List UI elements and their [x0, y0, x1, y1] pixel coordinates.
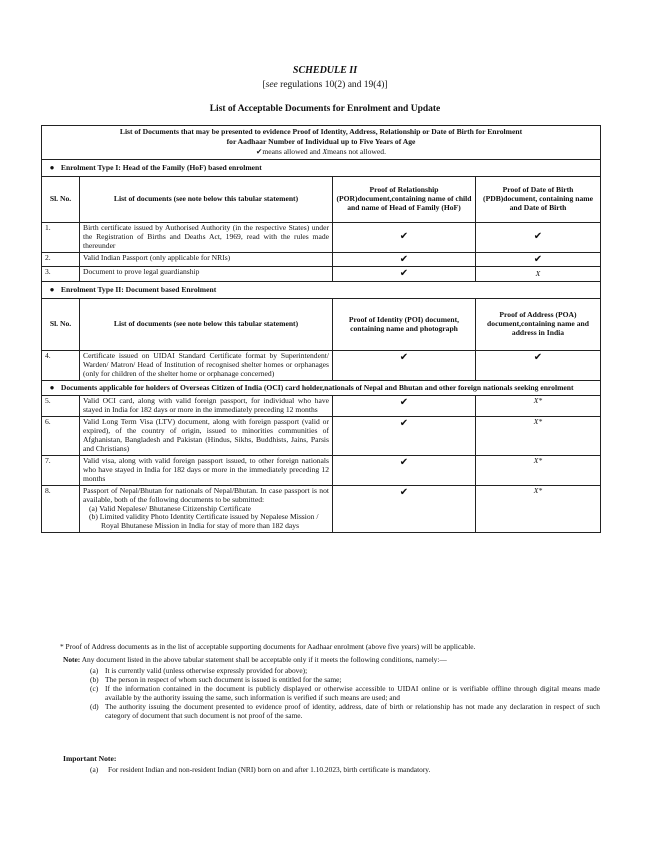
table-header-row: [42, 176, 601, 222]
col-pdb-header: Proof of Date of Birth (PDB)document, containing name and Date of Birth: [476, 176, 601, 222]
table-header-row: [42, 299, 601, 351]
section-2-title: Enrolment Type II: Document based Enrolment: [60, 285, 217, 295]
tick-icon: ✔: [476, 222, 601, 252]
row-document: [80, 485, 333, 533]
tick-icon: ✔: [333, 351, 476, 381]
row-document: Valid Long Term Visa (LTV) document, along with foreign passport (valid or expired), of the country of origin, issued to minorities communities of Afghanistan, Bangladesh and Pakistan (Hindus, Sikhs, Buddhists, Jains, Parsis and Christians): [80, 416, 333, 455]
table-row: [42, 267, 601, 282]
list-title: List of Acceptable Documents for Enrolment and Update: [209, 104, 441, 114]
table-row: [42, 455, 601, 485]
col-sl-header: Sl. No.: [42, 299, 80, 351]
important-note-item: (a) For resident Indian and non-resident Indian (NRI) born on and after 1.10.2023, birth certificate is mandatory.: [90, 765, 431, 774]
section-3-title: Documents applicable for holders of Overseas Citizen of India (OCI) card holder,nationals of Nepal and Bhutan and other foreign nationals seeking enrolment: [60, 383, 574, 393]
bullet-icon: ●: [49, 383, 55, 393]
col-sl-header: Sl. No.: [42, 176, 80, 222]
important-note-label: Important Note:: [63, 754, 117, 763]
tick-icon: ✔: [476, 252, 601, 267]
row-sl: 7.: [42, 455, 80, 485]
bullet-icon: ●: [49, 162, 55, 172]
row-subitem-b: (b) Limited validity Photo Identity Certificate issued by Nepalese Mission / Royal Bhutanese Mission in India for stay of more than 182 days: [89, 512, 319, 531]
tick-icon: ✔: [333, 222, 476, 252]
section-row: [42, 381, 601, 396]
table-row: [42, 222, 601, 252]
tick-icon: ✔: [476, 351, 601, 381]
row-subitem-a: (a) Valid Nepalese/ Bhutanese Citizenship Certificate: [89, 503, 252, 513]
row-sl: 5.: [42, 396, 80, 417]
regulations-ref: [see regulations 10(2) and 19(4)]: [262, 80, 388, 90]
col-docs-header: List of documents (see note below this tabular statement): [80, 299, 333, 351]
note-intro: Note: Any document listed in the above tabular statement shall be acceptable only if it meets the following conditions, namely:—: [63, 655, 447, 664]
row-document: Valid Indian Passport (only applicable for NRIs): [80, 252, 333, 267]
list-item: (c) If the information contained in the document is publicly displayed or otherwise accessible to UIDAI online or is verifiable offline through digital means made available by the authority issuing the same, such information is verified if such means are used; and: [90, 684, 600, 703]
note-list: [90, 666, 600, 720]
table-row: [42, 416, 601, 455]
cross-mark: X*: [476, 396, 601, 417]
table-row: [42, 351, 601, 381]
row-document: Valid OCI card, along with valid foreign passport, for individual who have stayed in India for 182 days or more in the immediately preceding 12 months: [80, 396, 333, 417]
cross-mark: X*: [476, 416, 601, 455]
col-poi-header: Proof of Identity (POI) document, containing name and photograph: [333, 299, 476, 351]
row-sl: 6.: [42, 416, 80, 455]
bullet-icon: ●: [49, 285, 55, 295]
section-1-title: Enrolment Type I: Head of the Family (HoF) based enrolment: [60, 162, 262, 172]
row-sl: 3.: [42, 267, 80, 282]
tick-icon: ✔: [333, 267, 476, 282]
intro-line-2: for Aadhaar Number of Individual up to Five Years of Age: [226, 136, 416, 146]
documents-table: [41, 125, 601, 533]
tick-icon: ✔: [333, 416, 476, 455]
tick-icon: ✔: [333, 396, 476, 417]
col-por-header: Proof of Relationship (POR)document,containing name of child and name of Head of Family (HoF): [333, 176, 476, 222]
tick-icon: ✔: [333, 455, 476, 485]
table-row: [42, 252, 601, 267]
list-item: (a) It is currently valid (unless otherwise expressly provided for above);: [90, 666, 308, 675]
cross-mark: X*: [476, 485, 601, 533]
schedule-title: SCHEDULE II: [292, 65, 358, 76]
row-document: Valid visa, along with valid foreign passport issued, to other foreign nationals who have stayed in India for 182 days or more in the immediately preceding 12 months: [80, 455, 333, 485]
list-item: (b) The person in respect of whom such document is issued is entitled for the same;: [90, 675, 342, 685]
cross-mark: X*: [476, 455, 601, 485]
row-sl: 4.: [42, 351, 80, 381]
footnote: * Proof of Address documents as in the list of acceptable supporting documents for Aadhaar enrolment (above five years) will be applicable.: [60, 642, 476, 651]
tick-icon: ✔: [333, 252, 476, 267]
cross-mark: X: [476, 267, 601, 282]
tick-icon: ✔: [256, 146, 263, 156]
section-row: [42, 159, 601, 176]
intro-line-1: List of Documents that may be presented to evidence Proof of Identity, Address, Relationship or Date of Birth for Enrolment: [119, 127, 523, 136]
list-item: (d) The authority issuing the document presented to evidence proof of identity, address, date of birth or relationship has not made any declaration in respect of such category of document that such document is not proof of the same.: [90, 702, 600, 721]
row-document-text: Passport of Nepal/Bhutan for nationals of Nepal/Bhutan. In case passport is not available, both of the following documents to be submitted:: [83, 485, 329, 504]
legend-line: ✔means allowed and Xmeans not allowed.: [256, 146, 386, 156]
table-row: [42, 396, 601, 417]
col-poa-header: Proof of Address (POA) document,containing name and address in India: [476, 299, 601, 351]
tick-icon: ✔: [333, 485, 476, 533]
row-document: Document to prove legal guardianship: [80, 267, 333, 282]
table-intro-row: [42, 126, 601, 160]
section-row: [42, 282, 601, 299]
table-row: [42, 485, 601, 533]
row-sl: 8.: [42, 485, 80, 533]
row-sl: 2.: [42, 252, 80, 267]
row-document: Certificate issued on UIDAI Standard Certificate format by Superintendent/ Warden/ Matron/ Head of Institution of recognised shelter homes or orphanages (only for children of the shelter home or orphanage concerned): [80, 351, 333, 381]
row-document: Birth certificate issued by Authorised Authority (in the respective States) under the Registration of Births and Deaths Act, 1969, read with the rules made thereunder: [80, 222, 333, 252]
col-docs-header: List of documents (see note below this tabular statement): [80, 176, 333, 222]
row-sl: 1.: [42, 222, 80, 252]
